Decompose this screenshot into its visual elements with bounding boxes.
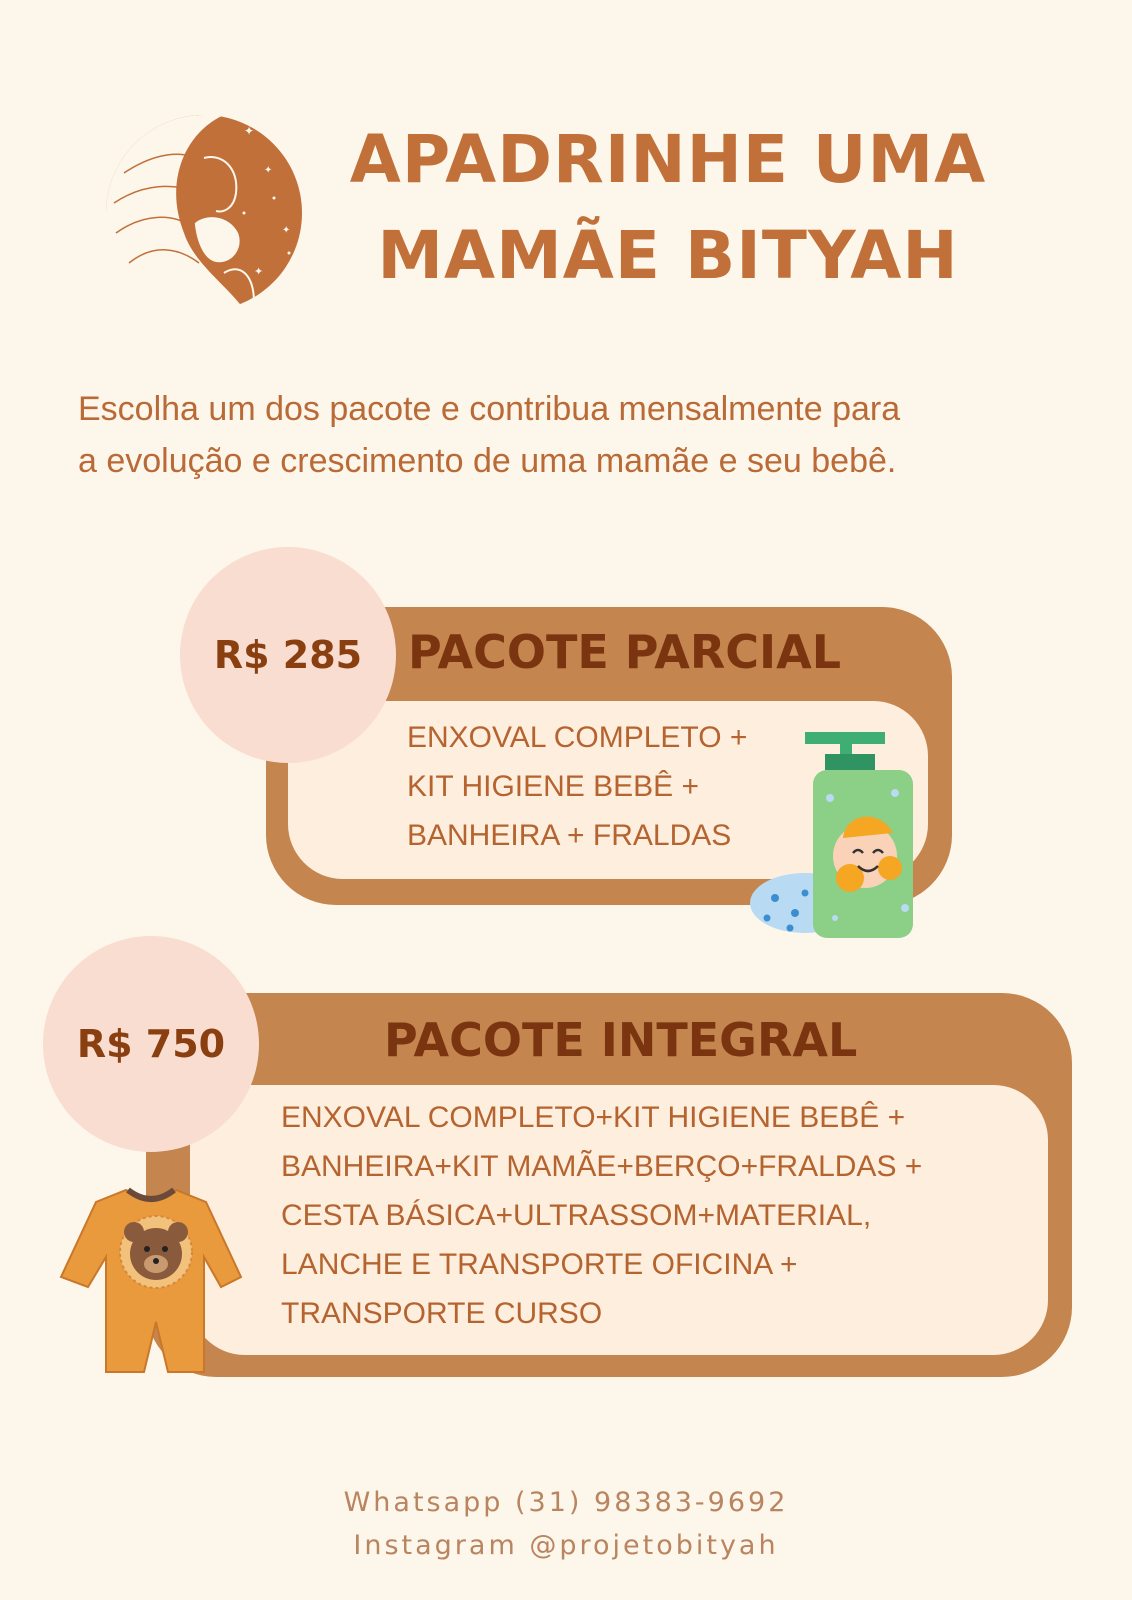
instagram-contact: Instagram @projetobityah bbox=[353, 1530, 779, 1561]
list-item: CESTA BÁSICA+ULTRASSOM+MATERIAL, bbox=[281, 1199, 872, 1232]
intro-line-2: a evolução e crescimento de uma mamãe e seu bebê. bbox=[78, 442, 897, 480]
title-line-2: MAMÃE BITYAH bbox=[377, 217, 959, 294]
package-integral-price: R$ 750 bbox=[43, 936, 259, 1152]
svg-text:✦: ✦ bbox=[264, 165, 273, 176]
whatsapp-contact: Whatsapp (31) 98383-9692 bbox=[343, 1487, 789, 1518]
package-integral-items bbox=[281, 1093, 922, 1338]
package-integral-title: PACOTE INTEGRAL bbox=[384, 1013, 858, 1067]
svg-text:✦: ✦ bbox=[282, 225, 291, 236]
list-item: BANHEIRA + FRALDAS bbox=[407, 819, 732, 852]
list-item: BANHEIRA+KIT MAMÃE+BERÇO+FRALDAS + bbox=[281, 1150, 923, 1183]
title-line-1: APADRINHE UMA bbox=[349, 121, 987, 198]
list-item: ENXOVAL COMPLETO + bbox=[407, 721, 748, 754]
list-item: KIT HIGIENE BEBÊ + bbox=[407, 770, 700, 803]
intro-line-1: Escolha um dos pacote e contribua mensalmente para bbox=[78, 390, 901, 428]
svg-text:✦: ✦ bbox=[244, 124, 255, 138]
package-parcial-items bbox=[407, 713, 747, 860]
package-parcial-price: R$ 285 bbox=[180, 547, 396, 763]
package-parcial-title: PACOTE PARCIAL bbox=[408, 625, 842, 679]
list-item: ENXOVAL COMPLETO+KIT HIGIENE BEBÊ + bbox=[281, 1101, 906, 1134]
baby-shampoo-bottle-icon bbox=[745, 728, 930, 943]
list-item: LANCHE E TRANSPORTE OFICINA + bbox=[281, 1248, 798, 1281]
mother-and-baby-icon bbox=[104, 113, 304, 313]
list-item: TRANSPORTE CURSO bbox=[281, 1297, 603, 1330]
baby-onesie-icon bbox=[56, 1182, 246, 1382]
svg-text:✦: ✦ bbox=[254, 266, 264, 278]
page-title bbox=[318, 112, 1018, 304]
intro-text bbox=[78, 383, 1078, 487]
